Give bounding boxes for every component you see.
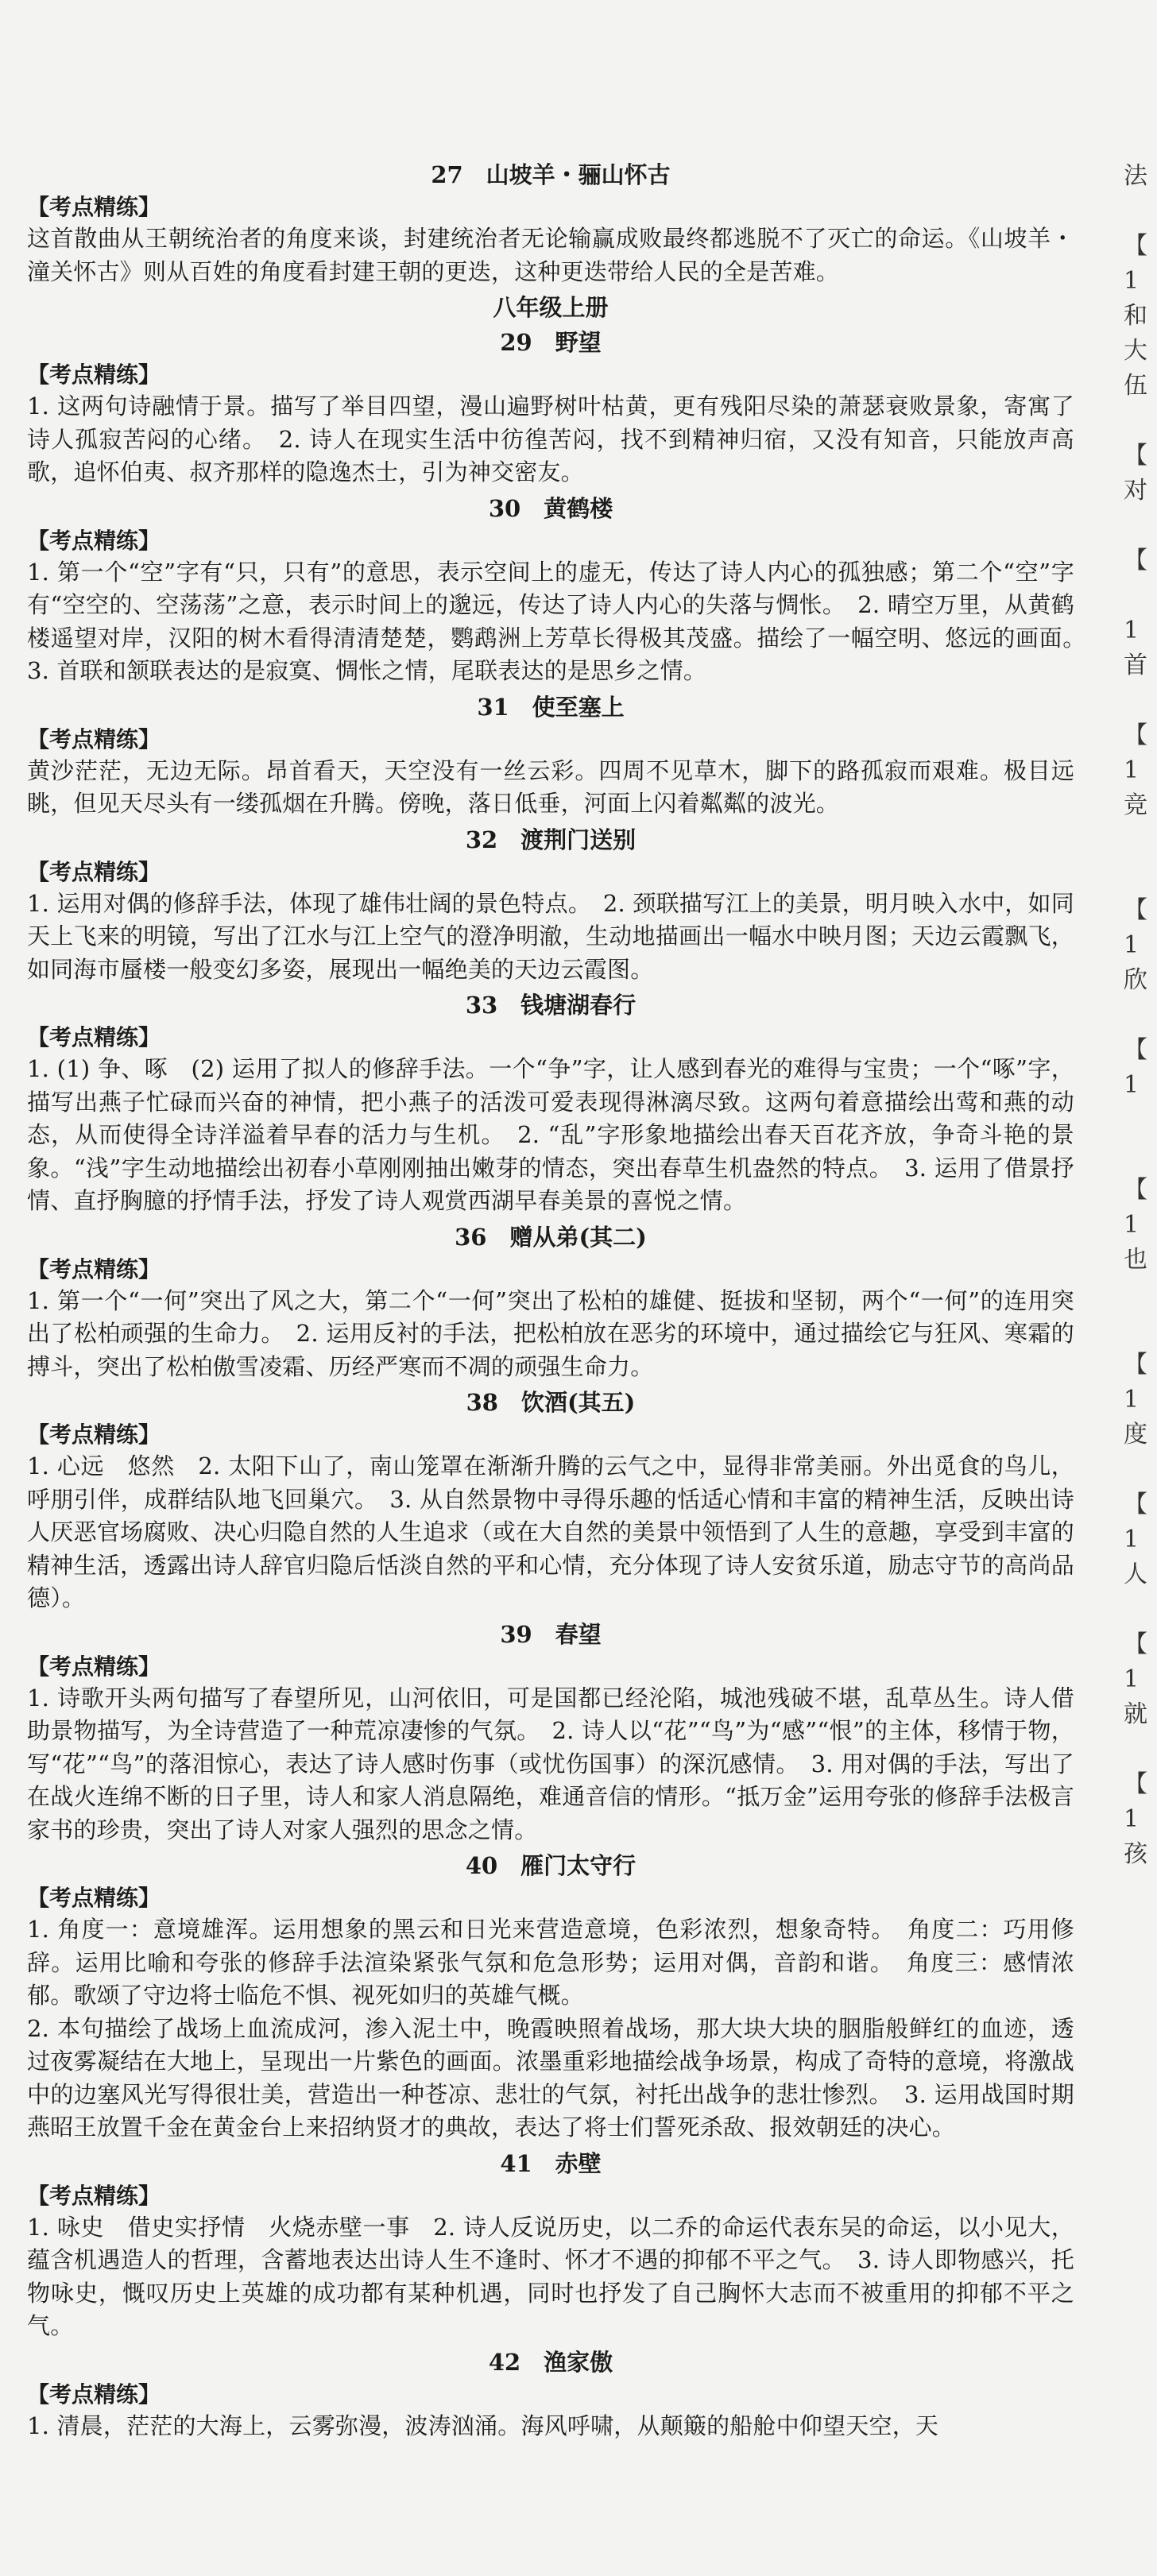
strip-char: 也 (1124, 1246, 1147, 1274)
tag-label: 【考点精练】 (27, 725, 161, 752)
strip-char (1124, 578, 1157, 613)
section-29 (27, 325, 1074, 489)
section-text: 1. 清晨，茫茫的大海上，云雾弥漫，波涛汹涌。海风呼啸，从颠簸的船舱中仰望天空，天 (27, 2412, 939, 2439)
section-text: 1. (1) 争、啄 (2) 运用了拟人的修辞手法。一个“争”字，让人感到春光的难得与宝贵；一个“啄”字，描写出燕子忙碌而兴奋的神情，把小燕子的活泼可爱表现得淋漓尽致。这两句着意描绘出莺和燕的动态，从而使得全诗洋溢着早春的活力与生机。 2. “乱”字形象地描绘出春天百花齐放，争奇斗艳的景象。“浅”字生动地描绘出初春小草刚刚抽出嫩芽的情态，突出春草生机盎然的特点。 3. 运用了借景抒情、直抒胸臆的抒情手法，抒发了诗人观赏西湖早春美景的喜悦之情。 (27, 1055, 1074, 1214)
section-42 (27, 2345, 1074, 2443)
section-text: 1. 角度一：意境雄浑。运用想象的黑云和日光来营造意境，色彩浓烈，想象奇特。 角度二：巧用修辞。运用比喻和夸张的修辞手法渲染紧张气氛和危急形势；运用对偶，音韵和谐。 角度三：感情浓郁。歌颂了守边将士临危不惧、视死如归的英雄气概。 2. 本句描绘了战场上血流成河，渗入泥土中，晚霞映照着战场，那大块大块的胭脂般鲜红的血迹，透过夜雾凝结在大地上，呈现出一片紫色的画面。浓墨重彩地描绘战争场景，构成了奇特的意境，将激战中的边塞风光写得很壮美，营造出一种苍凉、悲壮的气氛，衬托出战争的悲壮惨烈。 3. 运用战国时期燕昭王放置千金在黄金台上来招纳贤才的典故，表达了将士们誓死杀敌、报效朝廷的决心。 (27, 1916, 1074, 2141)
section-text: 1. 第一个“一何”突出了风之大，第二个“一何”突出了松柏的雄健、挺拔和坚韧，两个“一何”的连用突出了松柏顽强的生命力。 2. 运用反衬的手法，把松柏放在恶劣的环境中，通过描绘它与狂风、寒霜的搏斗，突出了松柏傲雪凌霜、历经严寒而不凋的顽强生命力。 (27, 1286, 1074, 1380)
section-39 (27, 1617, 1074, 1847)
strip-char (1124, 1592, 1157, 1627)
strip-char: 【 (1124, 721, 1147, 749)
strip-char: 1 (1124, 931, 1140, 959)
tag-label: 【考点精练】 (27, 1653, 161, 1680)
strip-char: 1 (1124, 1386, 1140, 1414)
section-text: 1. 这两句诗融情于景。描写了举目四望，漫山遍野树叶枯黄，更有残阳尽染的萧瑟衰败景象，寄寓了诗人孤寂苦闷的心绪。 2. 诗人在现实生活中彷徨苦闷，找不到精神归宿，又没有知音，只能放声高歌，追怀伯夷、叔齐那样的隐逸杰士，引为神交密友。 (27, 393, 1074, 485)
tag-label: 【考点精练】 (27, 2182, 161, 2209)
section-title: 40 雁门太守行 (465, 1852, 637, 1879)
strip-char: 【 (1124, 1036, 1147, 1064)
section-title: 33 钱塘湖春行 (465, 992, 637, 1019)
section-text: 黄沙茫茫，无边无际。昂首看天，天空没有一丝云彩。四周不见草木，脚下的路孤寂而艰难。极目远眺，但见天尽头有一缕孤烟在升腾。傍晚，落日低垂，河面上闪着粼粼的波光。 (27, 756, 1074, 817)
answer-column (27, 156, 1098, 2443)
strip-char (1124, 1138, 1157, 1173)
section-38 (27, 1385, 1074, 1615)
tag-label: 【考点精练】 (27, 858, 161, 885)
strip-char: 欣 (1124, 966, 1147, 994)
strip-char (1124, 823, 1157, 858)
section-title: 42 渔家傲 (488, 2348, 613, 2376)
strip-char: 伍 (1124, 372, 1147, 400)
strip-char: 1 (1124, 267, 1140, 295)
section-title: 38 饮酒(其五) (466, 1389, 636, 1416)
strip-char: 法 (1124, 162, 1147, 190)
section-title: 32 渡荆门送别 (465, 826, 637, 853)
section-title: 30 黄鹤楼 (488, 494, 613, 522)
section-text: 1. 心远 悠然 2. 太阳下山了，南山笼罩在渐渐升腾的云气之中，显得非常美丽。外出觅食的鸟儿，呼朋引伴，成群结队地飞回巢穴。 3. 从自然景物中寻得乐趣的恬适心情和丰富的精神生活，反映出诗人厌恶官场腐败、决心归隐自然的人生追求（或在大自然的美景中领悟到了人生的意趣，享受到丰富的精神生活，透露出诗人辞官归隐后恬淡自然的平和心情，充分体现了诗人安贫乐道，励志守节的高尚品德）。 (27, 1452, 1074, 1611)
strip-char: 和 (1124, 302, 1147, 330)
tag-label: 【考点精练】 (27, 527, 161, 554)
section-text: 这首散曲从王朝统治者的角度来谈，封建统治者无论输赢成败最终都逃脱不了灭亡的命运。《山坡羊・潼关怀古》则从百姓的角度看封建王朝的更迭，这种更迭带给人民的全是苦难。 (27, 225, 1074, 285)
strip-char: 竞 (1124, 791, 1147, 819)
section-title: 31 使至塞上 (477, 693, 625, 721)
strip-char (1124, 404, 1157, 439)
adjacent-page-strip (1124, 159, 1157, 2384)
section-title: 29 野望 (500, 329, 602, 356)
section-title: 27 山坡羊・骊山怀古 (431, 161, 671, 188)
section-41 (27, 2146, 1074, 2343)
strip-char: 度 (1124, 1421, 1147, 1449)
strip-char: 【 (1124, 547, 1147, 574)
section-text: 1. 咏史 借史实抒情 火烧赤壁一事 2. 诗人反说历史，以二乔的命运代表东吴的命运，以小见大，蕴含机遇造人的哲理，含蓄地表达出诗人生不逢时、怀才不遇的抑郁不平之气。 3. 诗人即物感兴，托物咏史，慨叹历史上英雄的成功都有某种机遇，同时也抒发了自己胸怀大志而不被重用的抑郁不平之气。 (27, 2213, 1074, 2339)
strip-char: 首 (1124, 652, 1147, 679)
strip-char: 【 (1124, 442, 1147, 470)
strip-char: 1 (1124, 1211, 1140, 1239)
grade-heading: 八年级上册 (493, 294, 609, 321)
section-text: 1. 诗歌开头两句描写了春望所见，山河依旧，可是国都已经沦陷，城池残破不堪，乱草丛生。诗人借助景物描写，为全诗营造了一种荒凉凄惨的气氛。 2. 诗人以“花”“鸟”为“感”“恨”的主体，移情于物，写“花”“鸟”的落泪惊心，表达了诗人感时伤事（或忧伤国事）的深沉感情。 3. 用对偶的手法，写出了在战火连绵不断的日子里，诗人和家人消息隔绝，难通音信的情形。“抵万金”运用夸张的修辞手法极言家书的珍贵，突出了诗人对家人强烈的思念之情。 (27, 1684, 1074, 1843)
strip-char (1124, 1103, 1157, 1138)
strip-char: 【 (1124, 1770, 1147, 1798)
tag-label: 【考点精练】 (27, 1885, 161, 1911)
strip-char: 就 (1124, 1700, 1147, 1728)
strip-char (1124, 858, 1157, 893)
tag-label: 【考点精练】 (27, 362, 161, 388)
section-30 (27, 491, 1098, 688)
section-31 (27, 690, 1074, 821)
tag-label: 【考点精练】 (27, 1421, 161, 1448)
strip-char (1124, 1278, 1157, 1313)
strip-char: 【 (1124, 1630, 1147, 1658)
strip-char (1124, 1452, 1157, 1487)
section-32 (27, 822, 1074, 987)
section-27 (27, 157, 1074, 288)
strip-char (1124, 1732, 1157, 1767)
strip-char: 1 (1124, 1071, 1140, 1099)
strip-char: 孩 (1124, 1840, 1147, 1868)
strip-char: 大 (1124, 337, 1147, 365)
tag-label: 【考点精练】 (27, 2381, 161, 2408)
tag-label: 【考点精练】 (27, 194, 161, 220)
section-36 (27, 1220, 1074, 1384)
strip-char: 1 (1124, 1805, 1140, 1833)
strip-char: 1 (1124, 756, 1140, 784)
section-40 (27, 1848, 1074, 2145)
tag-label: 【考点精练】 (27, 1024, 161, 1050)
section-title: 41 赤壁 (500, 2149, 602, 2177)
strip-char: 【 (1124, 1491, 1147, 1518)
page (27, 0, 1147, 2576)
section-title: 39 春望 (500, 1620, 602, 1648)
tag-label: 【考点精练】 (27, 1255, 161, 1282)
strip-char (1124, 194, 1157, 229)
section-text: 1. 运用对偶的修辞手法，体现了雄伟壮阔的景色特点。 2. 颈联描写江上的美景，明月映入水中，如同天上飞来的明镜，写出了江水与江上空气的澄净明澈，生动地描画出一幅水中映月图；天边云霞飘飞，如同海市蜃楼一般变幻多姿，展现出一幅绝美的天边云霞图。 (27, 889, 1074, 983)
strip-char (1124, 998, 1157, 1033)
strip-char: 1 (1124, 617, 1140, 644)
strip-char: 人 (1124, 1561, 1147, 1588)
section-33 (27, 988, 1074, 1218)
strip-char (1124, 683, 1157, 718)
section-title: 36 赠从弟(其二) (455, 1223, 647, 1251)
strip-char: 【 (1124, 232, 1147, 260)
strip-char (1124, 1313, 1157, 1348)
strip-char (1124, 509, 1157, 543)
strip-char: 1 (1124, 1665, 1140, 1693)
strip-char: 【 (1124, 1176, 1147, 1204)
strip-char: 对 (1124, 477, 1147, 505)
strip-char: 1 (1124, 1526, 1140, 1553)
section-text: 1. 第一个“空”字有“只，只有”的意思，表示空间上的虚无，传达了诗人内心的孤独感；第二个“空”字有“空空的、空荡荡”之意，表示时间上的邈远，传达了诗人内心的失落与惆怅。 2. 晴空万里，从黄鹤楼遥望对岸，汉阳的树木看得清清楚楚，鹦鹉洲上芳草长得极其茂盛。描绘了一幅空明、悠远的画面。 3. 首联和颔联表达的是寂寞、惆怅之情，尾联表达的是思乡之情。 (27, 558, 1098, 684)
strip-char: 【 (1124, 896, 1147, 924)
strip-char: 【 (1124, 1351, 1147, 1379)
